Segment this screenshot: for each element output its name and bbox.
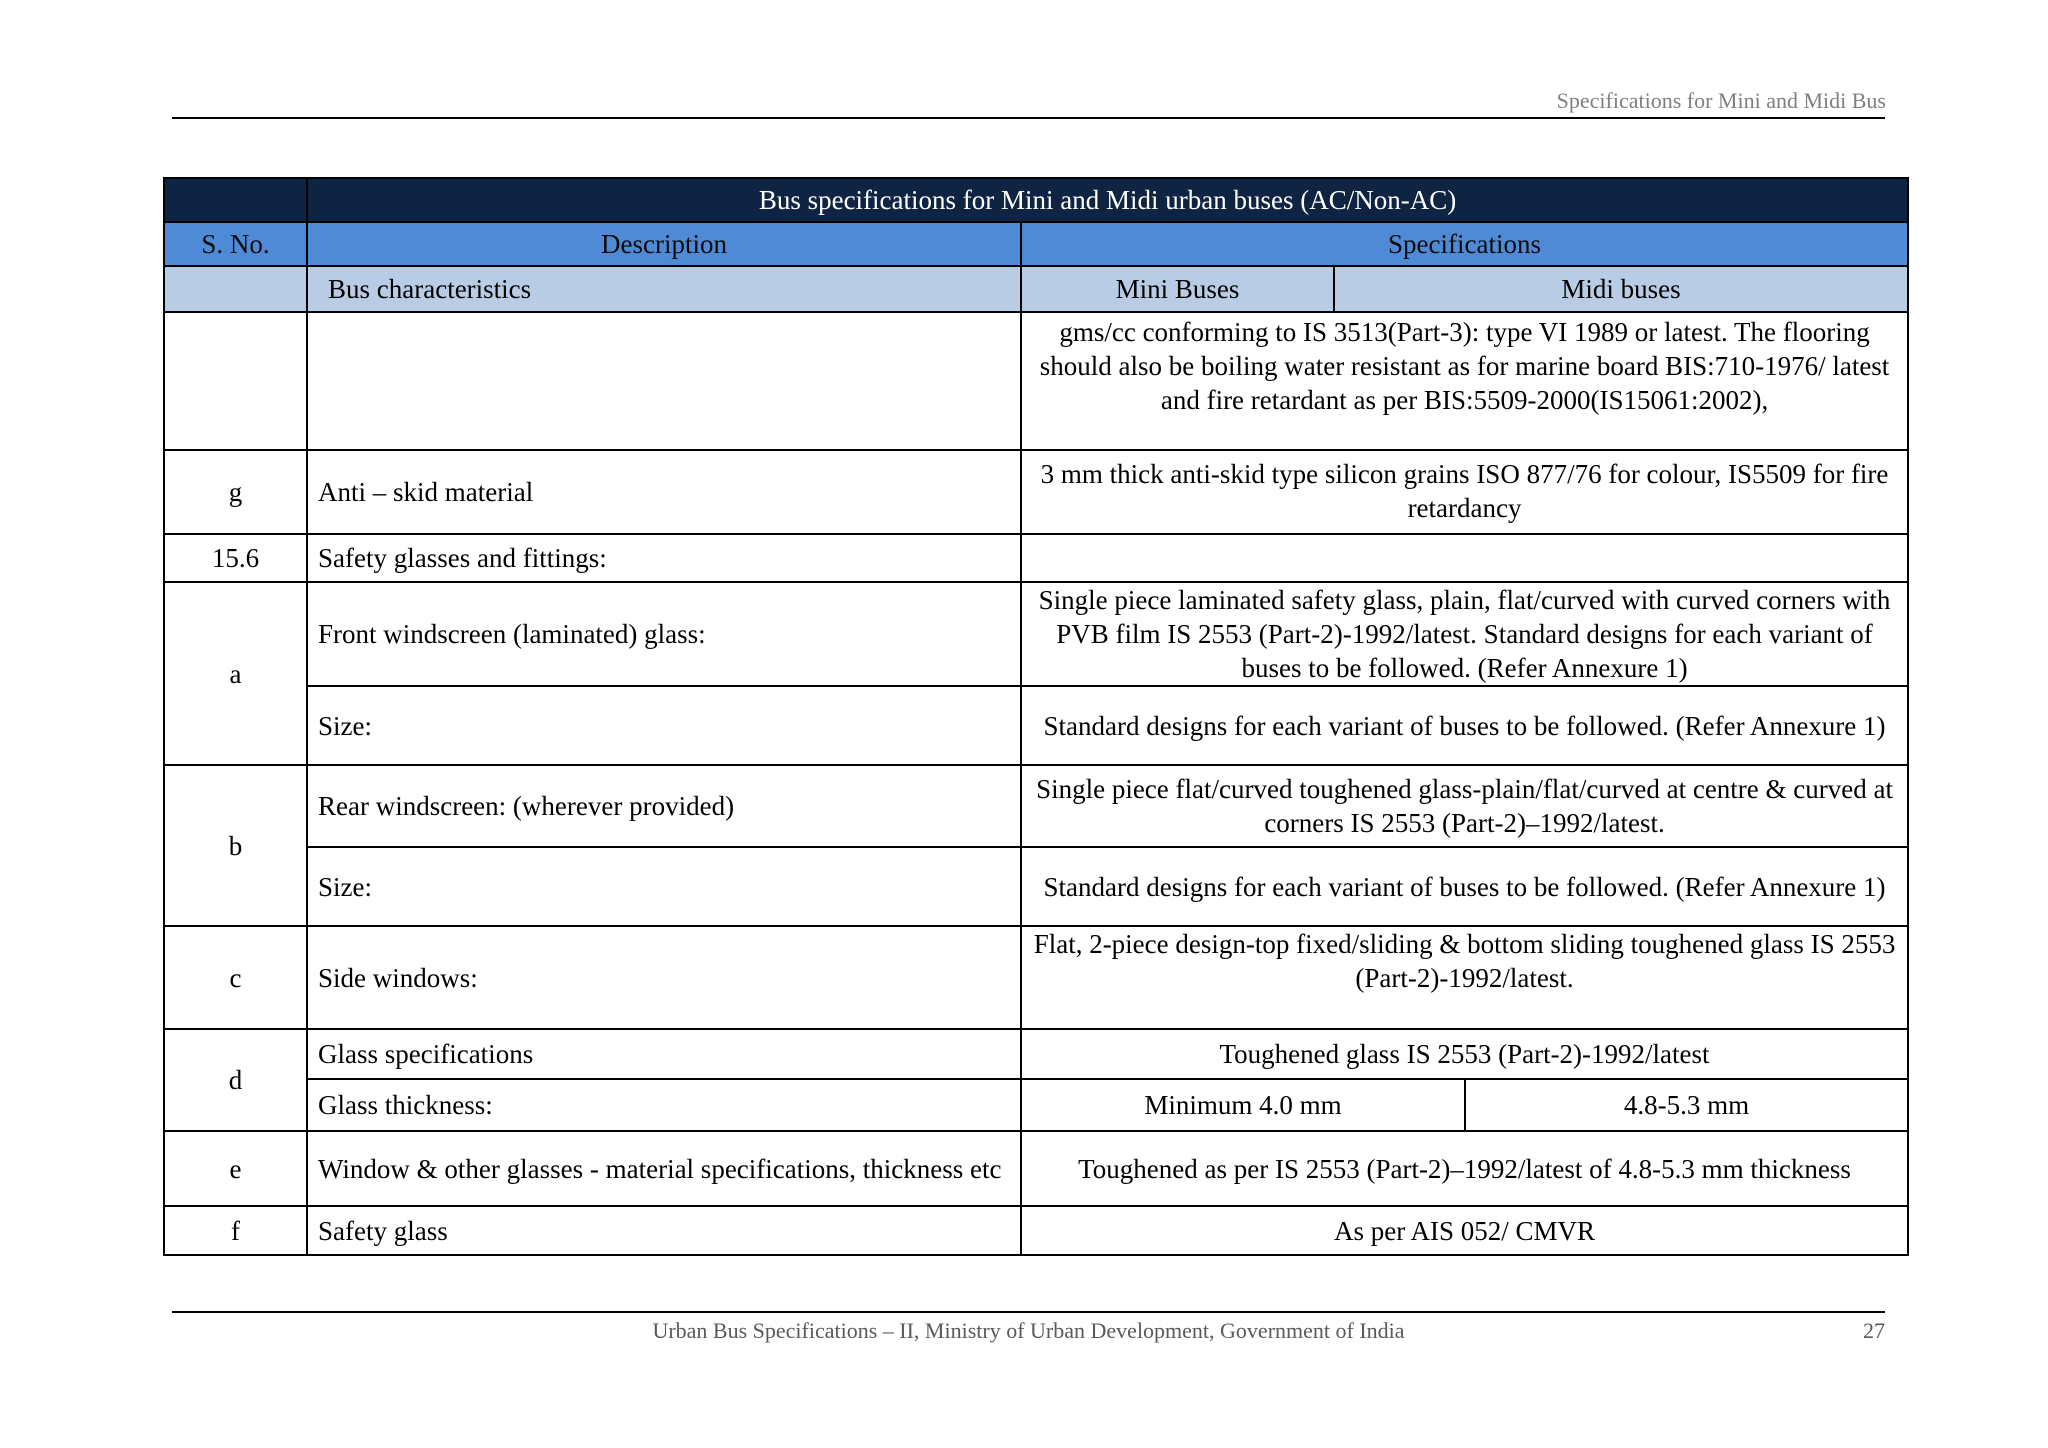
column-header-description: Description (307, 222, 1021, 266)
row-description-cell: Glass thickness: (307, 1079, 1021, 1131)
row-spec-cell: Toughened glass IS 2553 (Part-2)-1992/latest (1021, 1029, 1908, 1079)
header-divider (172, 117, 1885, 119)
row-sno-cell: b (164, 765, 307, 926)
footer-text: Urban Bus Specifications – II, Ministry of Urban Development, Government of India (652, 1318, 1405, 1343)
table-row (164, 926, 1908, 1029)
row-spec-cell: Single piece laminated safety glass, plain, flat/curved with curved corners with PVB film IS 2553 (Part-2)-1992/latest. Standard designs for each variant of buses to be followed. (Refer Annexure 1) (1021, 582, 1908, 686)
row-description-cell: Anti – skid material (307, 450, 1021, 534)
row-description-cell: Window & other glasses - material specifications, thickness etc (307, 1131, 1021, 1206)
row-description-cell: Safety glass (307, 1206, 1021, 1255)
table-row (164, 534, 1908, 582)
row-description-cell: Side windows: (307, 926, 1021, 1029)
footer-divider (172, 1311, 1885, 1313)
row-sno-cell: c (164, 926, 307, 1029)
table-row (164, 1206, 1908, 1255)
row-sno-cell: e (164, 1131, 307, 1206)
row-description-cell: Safety glasses and fittings: (307, 534, 1021, 582)
row-description-cell: Front windscreen (laminated) glass: (307, 582, 1021, 686)
row-sno-cell: f (164, 1206, 307, 1255)
row-sno-cell: a (164, 582, 307, 765)
table-row (164, 450, 1908, 534)
row-midi-spec-cell: 4.8-5.3 mm (1465, 1079, 1908, 1131)
subheader-blank-cell (164, 266, 307, 312)
subheader-midi-buses: Midi buses (1334, 266, 1908, 312)
table-row (164, 1029, 1908, 1079)
row-description-cell: Glass specifications (307, 1029, 1021, 1079)
row-spec-cell: Flat, 2-piece design-top fixed/sliding & bottom sliding toughened glass IS 2553 (Part-2)-1992/latest. (1021, 926, 1908, 1029)
bus-spec-table (163, 177, 1909, 1256)
row-description-cell (307, 312, 1021, 450)
table-row (164, 582, 1908, 686)
table-row (164, 1079, 1908, 1131)
row-sno-cell (164, 312, 307, 450)
row-description-cell: Size: (307, 847, 1021, 926)
row-spec-cell: gms/cc conforming to IS 3513(Part-3): type VI 1989 or latest. The flooring should also be boiling water resistant as for marine board BIS:710-1976/ latest and fire retardant as per BIS:5509-2000(IS15061:2002), (1021, 312, 1908, 450)
row-spec-cell: Toughened as per IS 2553 (Part-2)–1992/latest of 4.8-5.3 mm thickness (1021, 1131, 1908, 1206)
table-row (164, 847, 1908, 926)
table-row (164, 686, 1908, 765)
table-row (164, 1131, 1908, 1206)
column-header-specifications: Specifications (1021, 222, 1908, 266)
table-row (164, 765, 1908, 847)
subheader-bus-characteristics: Bus characteristics (307, 266, 1021, 312)
row-description-cell: Size: (307, 686, 1021, 765)
table-row (164, 312, 1908, 450)
table-title: Bus specifications for Mini and Midi urban buses (AC/Non-AC) (307, 178, 1908, 222)
running-header: Specifications for Mini and Midi Bus (1556, 88, 1886, 113)
row-spec-cell: Standard designs for each variant of buses to be followed. (Refer Annexure 1) (1021, 847, 1908, 926)
table-title-blank-cell (164, 178, 307, 222)
row-mini-spec-cell: Minimum 4.0 mm (1021, 1079, 1465, 1131)
page-number: 27 (1863, 1318, 1885, 1343)
row-spec-cell (1021, 534, 1908, 582)
column-header-sno: S. No. (164, 222, 307, 266)
row-sno-cell: d (164, 1029, 307, 1131)
row-sno-cell: g (164, 450, 307, 534)
table-subheader-row (164, 266, 1908, 312)
row-spec-cell: 3 mm thick anti-skid type silicon grains ISO 877/76 for colour, IS5509 for fire retardancy (1021, 450, 1908, 534)
row-spec-cell: Single piece flat/curved toughened glass-plain/flat/curved at centre & curved at corners IS 2553 (Part-2)–1992/latest. (1021, 765, 1908, 847)
row-spec-cell: Standard designs for each variant of buses to be followed. (Refer Annexure 1) (1021, 686, 1908, 765)
table-title-row (164, 178, 1908, 222)
table-header-row (164, 222, 1908, 266)
row-sno-cell: 15.6 (164, 534, 307, 582)
subheader-mini-buses: Mini Buses (1021, 266, 1334, 312)
row-spec-cell: As per AIS 052/ CMVR (1021, 1206, 1908, 1255)
row-description-cell: Rear windscreen: (wherever provided) (307, 765, 1021, 847)
